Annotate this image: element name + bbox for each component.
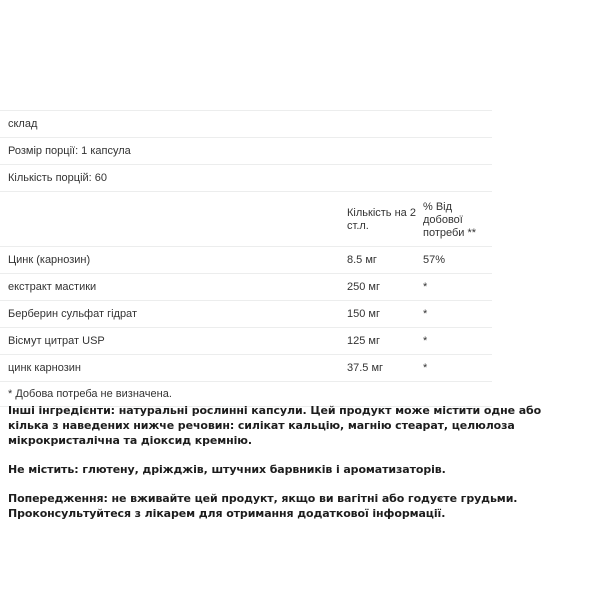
- table-row: [0, 247, 492, 274]
- ingredient-amount: 125 мг: [345, 328, 422, 355]
- servings-per-container-text: Кількість порцій: 60: [0, 165, 492, 192]
- table-row: [0, 328, 492, 355]
- serving-size-text: Розмір порції: 1 капсула: [0, 138, 492, 165]
- table-row: [0, 274, 492, 301]
- ingredient-amount: 150 мг: [345, 301, 422, 328]
- ingredient-daily-value: *: [422, 328, 492, 355]
- ingredient-daily-value: 57%: [422, 247, 492, 274]
- supplement-facts-table: [0, 110, 492, 407]
- warning-text: Попередження: не вживайте цей продукт, якщо ви вагітні або годуєте грудьми. Проконсультуйтеся з лікарем для отримання додаткової інформації.: [8, 492, 518, 520]
- ingredient-name: Берберин сульфат гідрат: [0, 301, 345, 328]
- ingredient-amount: 250 мг: [345, 274, 422, 301]
- column-header-amount: Кількість на 2 ст.л.: [345, 192, 422, 247]
- ingredient-name: цинк карнозин: [0, 355, 345, 382]
- other-ingredients-text: Інші інгредієнти: натуральні рослинні капсули. Цей продукт може містити одне або кілька з наведених нижче речовин: силікат кальцію, магнію стеарат, целюлоза мікрокристалічна та діоксид кремнію.: [8, 404, 542, 447]
- ingredient-daily-value: *: [422, 355, 492, 382]
- ingredient-name: Вісмут цитрат USP: [0, 328, 345, 355]
- column-header-daily-value: % Від добової потреби **: [422, 192, 492, 247]
- table-row: [0, 301, 492, 328]
- column-header-name: [0, 192, 345, 247]
- ingredient-amount: 8.5 мг: [345, 247, 422, 274]
- table-header-row: [0, 192, 492, 247]
- product-notes: [8, 403, 580, 521]
- ingredient-name: Цинк (карнозин): [0, 247, 345, 274]
- ingredient-amount: 37.5 мг: [345, 355, 422, 382]
- table-row-title: [0, 111, 492, 138]
- table-row-serving-size: [0, 138, 492, 165]
- supplement-facts-heading: склад: [0, 111, 492, 138]
- table-row-servings-per-container: [0, 165, 492, 192]
- free-from-text: Не містить: глютену, дріжджів, штучних барвників і ароматизаторів.: [8, 463, 446, 476]
- table-row: [0, 355, 492, 382]
- daily-value-footnote: * Добова потреба не визначена.: [0, 382, 492, 407]
- ingredient-daily-value: *: [422, 274, 492, 301]
- ingredient-daily-value: *: [422, 301, 492, 328]
- ingredient-name: екстракт мастики: [0, 274, 345, 301]
